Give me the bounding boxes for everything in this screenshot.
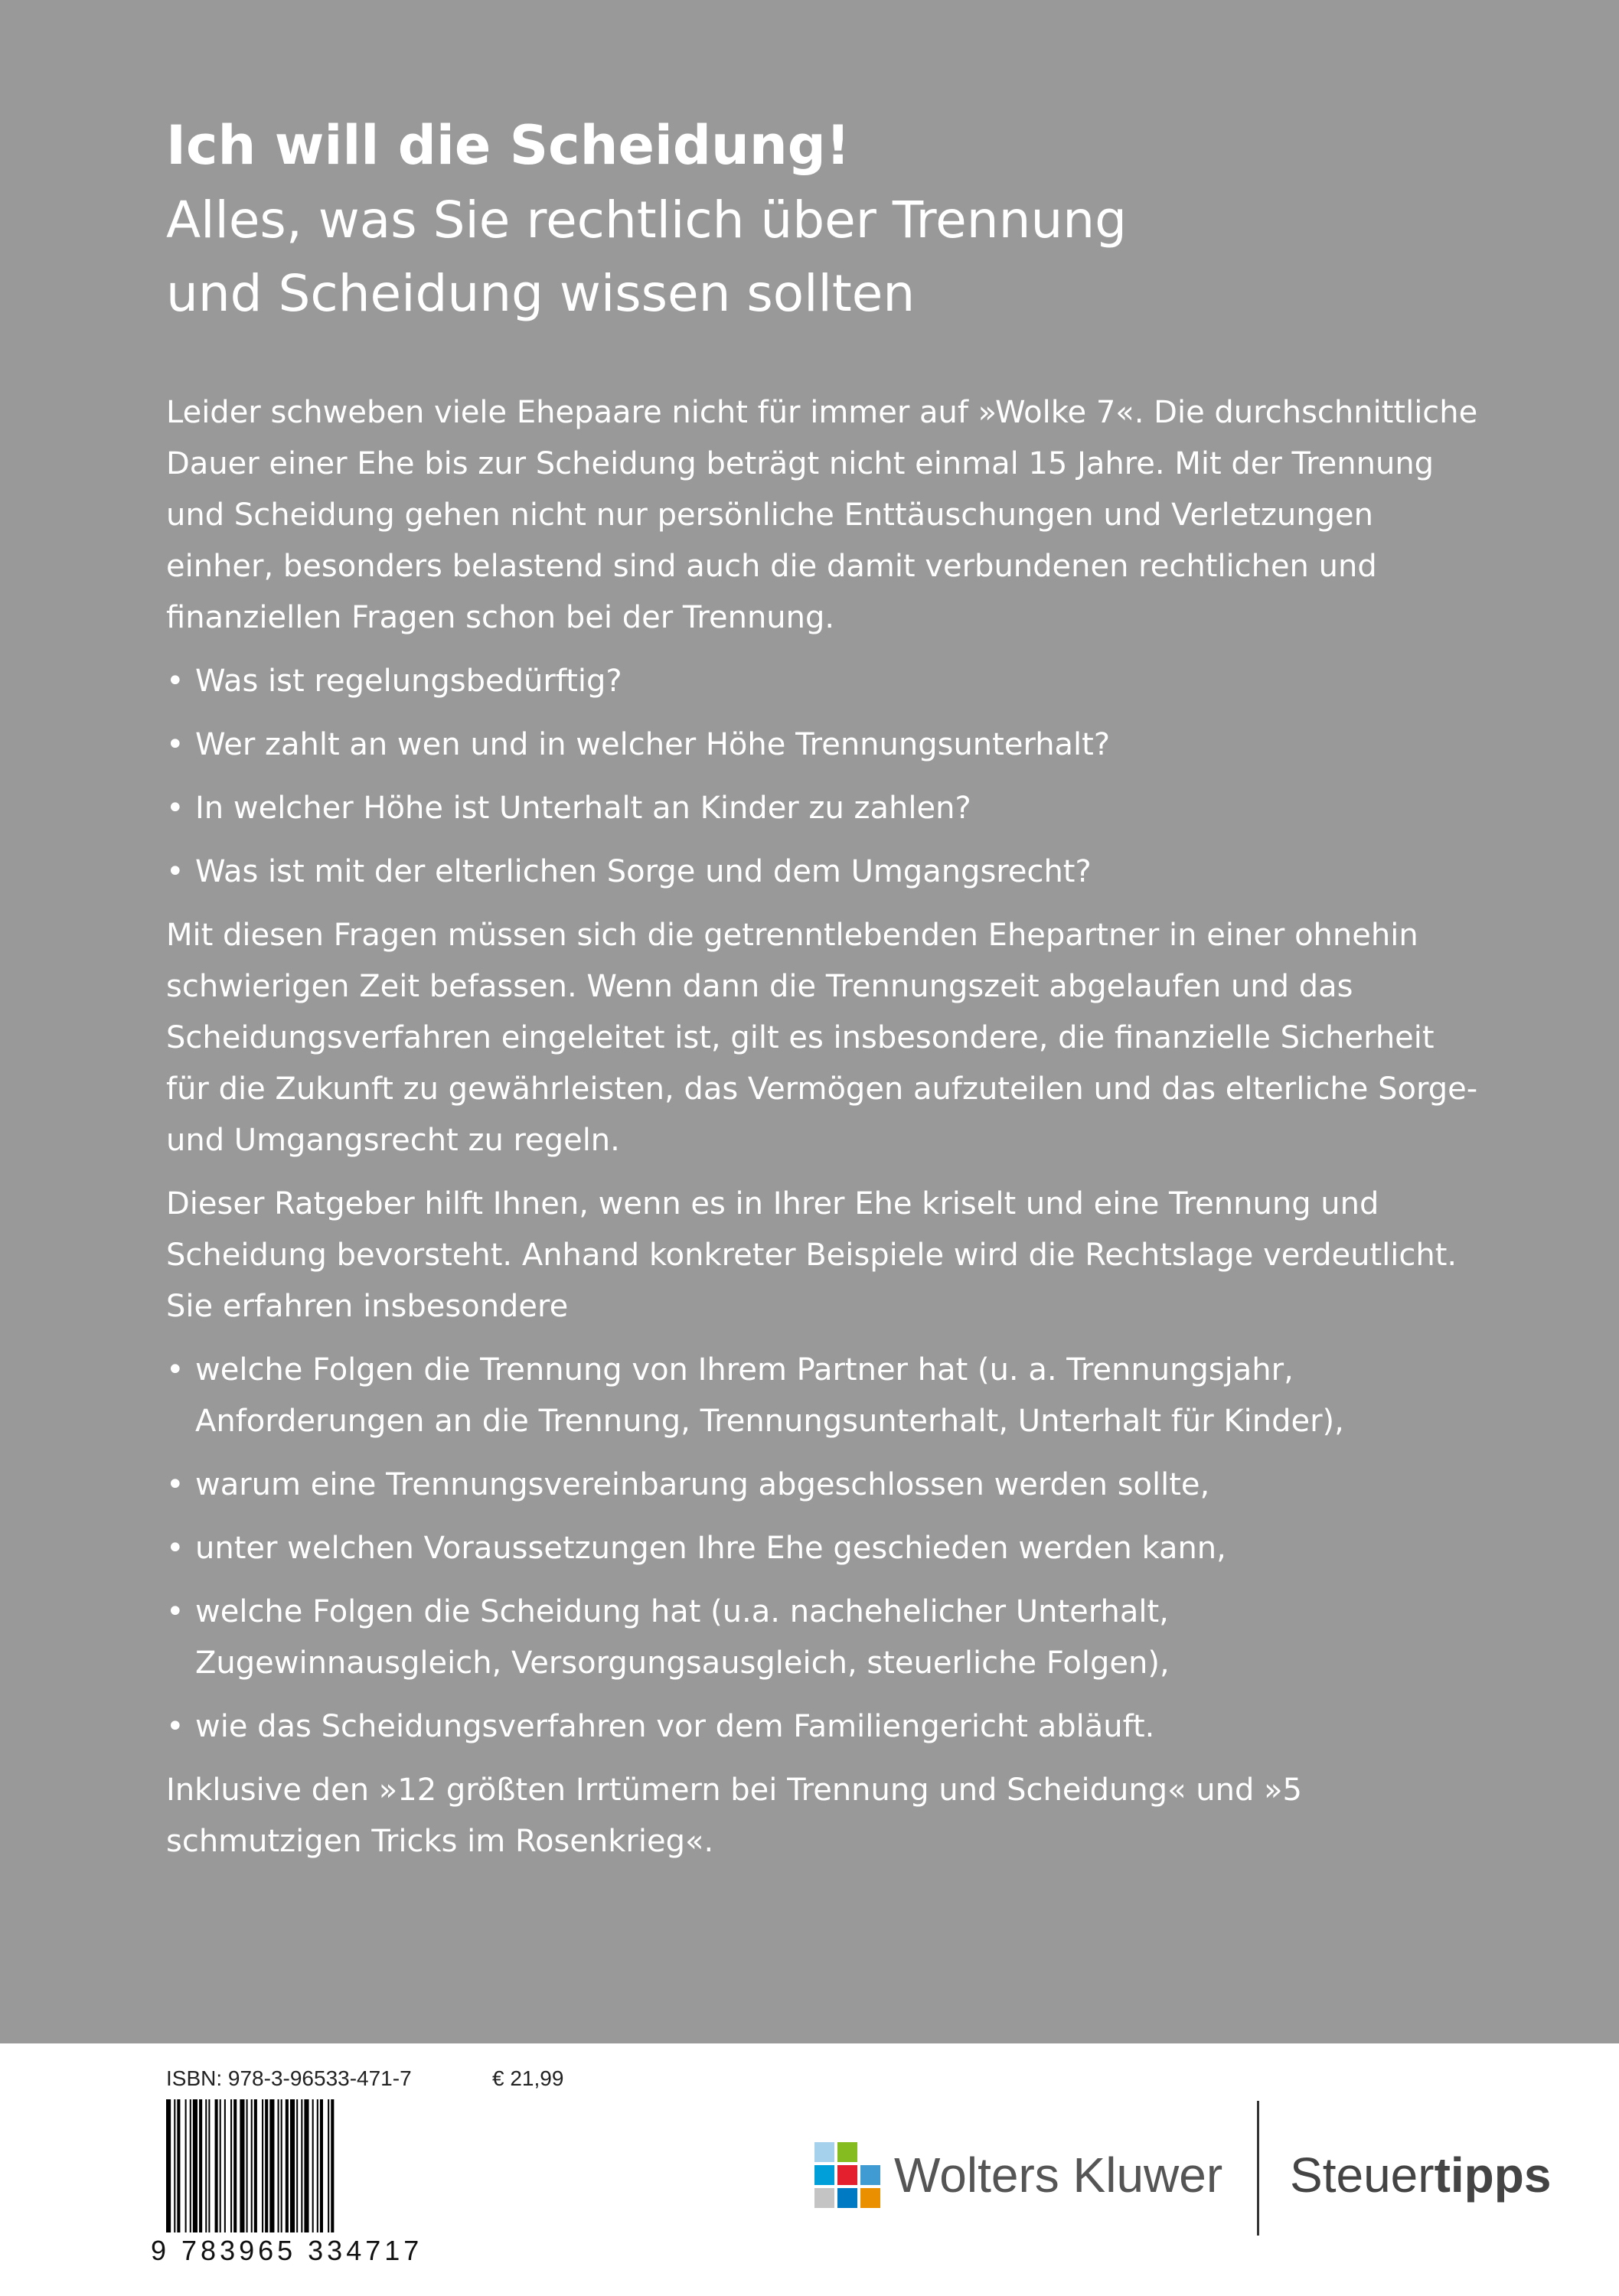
barcode-digits: 9 783965 334717 [151,2235,423,2266]
question-list [166,656,1483,898]
barcode-bar [301,2099,302,2232]
barcode-bar [177,2099,180,2232]
barcode-bar [215,2099,218,2232]
barcode-bar [166,2099,171,2232]
barcode-bar [296,2099,298,2232]
logo-tile [860,2165,880,2185]
barcode-bar [328,2099,329,2232]
logo-divider [1257,2101,1259,2236]
barcode-bar [278,2099,279,2232]
barcode-bar [312,2099,314,2232]
topic-item: • welche Folgen die Trennung von Ihrem Partner hat (u. a. Trennungsjahr, Anforderungen an die Trennung, Trennungsunterhalt, Unterhalt für Kinder), [166,1345,1483,1447]
barcode-bar [320,2099,323,2232]
barcode-bar [185,2099,187,2232]
question-item: • Wer zahlt an wen und in welcher Höhe Trennungsunterhalt? [166,719,1483,771]
imprint-light: Steuer [1290,2148,1435,2203]
barcode [166,2099,428,2232]
barcode-bar [262,2099,263,2232]
imprint-bold: tipps [1434,2148,1552,2203]
barcode-bar [269,2099,274,2232]
barcode-bar [290,2099,295,2232]
headline: Ich will die Scheidung! [166,114,850,177]
barcode-bar [190,2099,191,2232]
barcode-bar [205,2099,207,2232]
topic-item: • warum eine Trennungsvereinbarung abgeschlossen werden sollte, [166,1459,1483,1511]
barcode-bar [220,2099,221,2232]
logo-tile [814,2142,834,2162]
logo-tile [837,2188,857,2208]
barcode-bar [193,2099,197,2232]
barcode-bar [233,2099,237,2232]
imprint-name [1290,2147,1551,2203]
paragraph-3: Dieser Ratgeber hilft Ihnen, wenn es in Ihrer Ehe kriselt und eine Trennung und Scheidung bevorsteht. Anhand konkreter Beispiele wird die Rechtslage verdeutlicht. Sie erfahren insbesondere [166,1186,1457,1324]
question-item: • Was ist mit der elterlichen Sorge und dem Umgangsrecht? [166,846,1483,898]
price-label: € 21,99 [492,2066,564,2090]
closing-paragraph: Inklusive den »12 größten Irrtümern bei Trennung und Scheidung« und »5 schmutzigen Tricks im Rosenkrieg«. [166,1773,1303,1859]
barcode-bar [304,2099,308,2232]
cover-content [166,107,1483,1880]
barcode-bar [230,2099,232,2232]
barcode-bar [254,2099,257,2232]
barcode-bar [331,2099,334,2232]
topic-item: • welche Folgen die Scheidung hat (u.a. nachehelicher Unterhalt, Zugewinnausgleich, Versorgungsausgleich, steuerliche Folgen), [166,1587,1483,1689]
subline-line-1: Alles, was Sie rechtlich über Trennung [166,191,1127,249]
barcode-bar [286,2099,289,2232]
barcode-bar [246,2099,248,2232]
barcode-bar [208,2099,210,2232]
barcode-bar [174,2099,175,2232]
barcode-bar [265,2099,268,2232]
topic-list [166,1345,1483,1753]
barcode-bar [224,2099,226,2232]
barcode-bar [240,2099,244,2232]
topic-item: • unter welchen Voraussetzungen Ihre Ehe geschieden werden kann, [166,1523,1483,1574]
paragraph-2: Mit diesen Fragen müssen sich die getrenntlebenden Ehepartner in einer ohnehin schwierigen Zeit befassen. Wenn dann die Trennungszeit abgelaufen und das Scheidungsverfahren eingeleitet ist, gilt es insbesondere, die finanzielle Sicherheit für die Zukunft zu gewährleisten, das Vermögen aufzuteilen und das elterliche Sorge- und Umgangsrecht zu regeln. [166,918,1478,1158]
logo-tile [814,2188,834,2208]
logo-tile [814,2165,834,2185]
logo-tile [837,2165,857,2185]
wolters-kluwer-logo-icon [811,2139,884,2212]
barcode-bar [199,2099,202,2232]
subline-line-2: und Scheidung wissen sollten [166,264,916,323]
topic-item: • wie das Scheidungsverfahren vor dem Familiengericht abläuft. [166,1701,1483,1753]
question-item: • Was ist regelungsbedürftig? [166,656,1483,707]
blurb [166,387,1483,1867]
question-item: • In welcher Höhe ist Unterhalt an Kinder zu zahlen? [166,783,1483,834]
barcode-bar [281,2099,282,2232]
intro-paragraph: Leider schweben viele Ehepaare nicht für immer auf »Wolke 7«. Die durchschnittliche Dauer einer Ehe bis zur Scheidung beträgt nicht einmal 15 Jahre. Mit der Trennung und Scheidung gehen nicht nur persönliche Enttäuschungen und Verletzungen einher, besonders belastend sind auch die damit verbundenen rechtlichen und finanziellen Fragen schon bei der Trennung. [166,395,1478,635]
isbn-label: ISBN: 978-3-96533-471-7 [166,2066,412,2090]
barcode-bar [317,2099,318,2232]
logo-tile [837,2142,857,2162]
logo-tile [860,2188,880,2208]
publisher-name: Wolters Kluwer [894,2148,1223,2203]
barcode-bar [251,2099,253,2232]
